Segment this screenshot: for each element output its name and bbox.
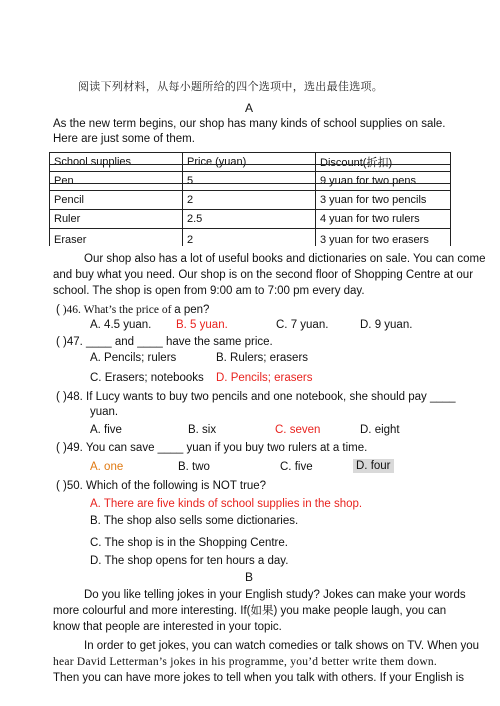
q47-option-b: B. Rulers; erasers [216,352,309,364]
q49-option-d-highlight: D. four [353,459,394,473]
section-b-p2-line1: In order to get jokes, you can watch comedies or talk shows on TV. When you [84,640,480,652]
answer-bracket: ( [56,480,60,492]
answer-bracket: ( [56,336,60,348]
q48-option-d: D. eight [360,424,400,436]
section-b-p1-line3: know that people are interested in your topic. [53,621,282,633]
table-header-cell: Price (yuan) [183,153,316,172]
q50-option-b: B. The shop also sells some dictionaries. [90,515,299,527]
q47-option-a: A. Pencils; rulers [90,352,177,364]
q48-option-a: A. five [90,424,122,436]
q47-stem-text: )47. ____ and ____ have the same price. [59,336,273,348]
q50-stem-text: )50. Which of the following is NOT true? [59,480,267,492]
q48-stem-cont: yuan. [90,406,119,418]
table-cell: 9 yuan for two pens [316,172,451,191]
supplies-table-container [49,152,452,246]
table-header-cell: Discount(折扣) [316,153,451,172]
q47-option-d: D. Pencils; erasers [216,372,313,384]
table-cell: 5 [183,172,316,191]
q49-option-a: A. one [90,461,124,473]
q50-stem [56,479,266,494]
table-cell: Eraser [50,229,183,247]
section-a-para-line1: Our shop also has a lot of useful books and dictionaries on sale. You can come [84,253,486,265]
q48-stem [56,390,456,405]
q48-option-b: B. six [188,424,217,436]
q48-option-c: C. seven [275,424,321,436]
table-cell: 2 [183,191,316,210]
section-a-intro-line2: Here are just some of them. [53,133,195,145]
q46-option-b: B. 5 yuan. [176,319,228,331]
section-b-p2-line2: hear David Letterman’s jokes in his programme, you’d better write them down. [53,656,438,668]
q49-option-c: C. five [280,461,313,473]
q47-option-c: C. Erasers; notebooks [90,372,204,384]
section-b-p1-line1: Do you like telling jokes in your English study? Jokes can make your words [84,589,466,601]
table-row [50,229,451,247]
q49-stem [56,441,367,456]
q46-option-d: D. 9 yuan. [360,319,413,331]
answer-bracket: ( [56,442,60,454]
answer-bracket: ( [56,304,60,316]
table-cell: Pen [50,172,183,191]
q48-stem-text: )48. If Lucy wants to buy two pencils and one notebook, she should pay ____ [59,391,456,403]
answer-bracket: ( [56,391,60,403]
q46-stem-b: a pen? [174,304,210,316]
section-b-p1-line2: more colourful and more interesting. If(如果) you make people laugh, you can [53,605,447,617]
table-row [50,191,451,210]
supplies-table [49,152,451,246]
table-cell: 4 yuan for two rulers [316,210,451,229]
q46-option-c: C. 7 yuan. [276,319,329,331]
table-cell: 2.5 [183,210,316,229]
q47-stem [56,335,273,350]
q46-stem-a: )46. What’s the price of [59,304,175,316]
table-cell: 3 yuan for two erasers [316,229,451,247]
section-a-label: A [245,101,254,115]
section-a-para-line2: and buy what you need. Our shop is on the second floor of Shopping Centre at our [53,269,474,281]
q49-option-b: B. two [178,461,210,473]
q46-option-a: A. 4.5 yuan. [90,319,152,331]
section-a-para-line3: school. The shop is open from 9:00 am to 7:00 pm every day. [53,285,365,297]
section-b-label: B [245,570,254,584]
q50-option-a: A. There are five kinds of school supplies in the shop. [90,498,363,510]
q46-stem [56,303,209,318]
table-row [50,210,451,229]
table-row [50,172,451,191]
q50-option-d: D. The shop opens for ten hours a day. [90,555,289,567]
table-cell: 3 yuan for two pencils [316,191,451,210]
q50-option-c: C. The shop is in the Shopping Centre. [90,537,288,549]
q49-option-d [353,459,394,474]
table-header-row [50,153,451,172]
section-a-intro-line1: As the new term begins, our shop has many kinds of school supplies on sale. [53,118,446,130]
table-cell: Ruler [50,210,183,229]
q49-stem-text: )49. You can save ____ yuan if you buy two rulers at a time. [59,442,368,454]
table-cell: Pencil [50,191,183,210]
table-cell: 2 [183,229,316,247]
instruction-text: 阅读下列材料，从每小题所给的四个选项中，选出最佳选项。 [78,81,384,93]
table-header-cell: School supplies [50,153,183,172]
section-b-p2-line3: Then you can have more jokes to tell when you talk with others. If your English is [53,672,465,684]
